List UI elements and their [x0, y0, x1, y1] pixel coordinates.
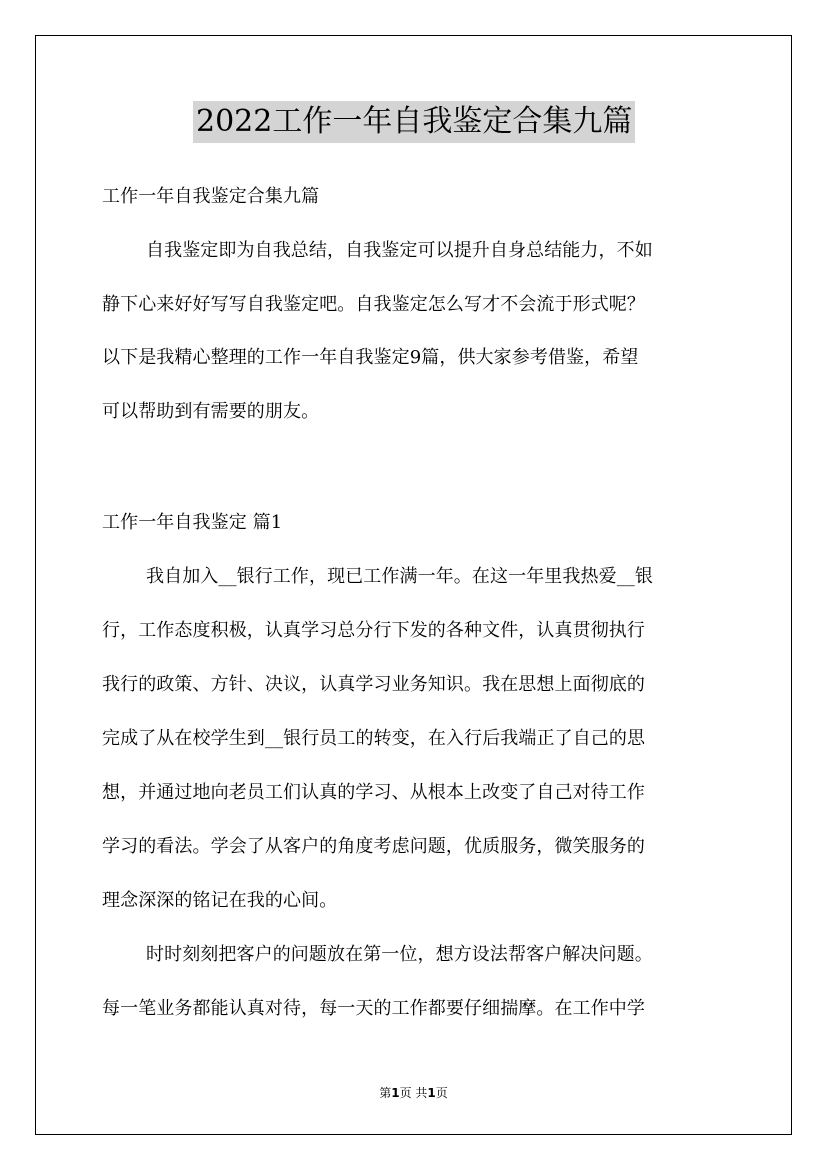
paragraph-line: 时时刻刻把客户的问题放在第一位，想方设法帮客户解决问题。	[146, 944, 653, 965]
document-subtitle: 工作一年自我鉴定合集九篇	[102, 186, 320, 207]
intro-line: 可以帮助到有需要的朋友。	[102, 401, 320, 422]
paragraph-line: 理念深深的铭记在我的心间。	[102, 890, 338, 911]
intro-line: 自我鉴定即为自我总结，自我鉴定可以提升自身总结能力，不如	[146, 240, 653, 261]
footer-prefix: 第	[379, 1086, 392, 1100]
paragraph-line: 行，工作态度积极，认真学习总分行下发的各种文件，认真贯彻执行	[102, 620, 645, 641]
paragraph-line: 每一笔业务都能认真对待，每一天的工作都要仔细揣摩。在工作中学	[102, 998, 645, 1019]
document-title: 2022工作一年自我鉴定合集九篇	[193, 101, 635, 143]
footer-total-pages: 1	[427, 1086, 436, 1100]
paragraph-line: 我自加入__银行工作，现已工作满一年。在这一年里我热爱__银	[146, 566, 653, 587]
footer-suffix: 页	[435, 1086, 448, 1100]
section-heading: 工作一年自我鉴定 篇1	[102, 512, 283, 533]
footer-mid: 页 共	[399, 1086, 428, 1100]
paragraph-line: 想，并通过地向老员工们认真的学习、从根本上改变了自己对待工作	[102, 782, 645, 803]
intro-line: 以下是我精心整理的工作一年自我鉴定9篇，供大家参考借鉴，希望	[102, 347, 639, 368]
paragraph-line: 完成了从在校学生到__银行员工的转变，在入行后我端正了自己的思	[102, 728, 646, 749]
page-footer	[0, 1084, 827, 1101]
paragraph-line: 学习的看法。学会了从客户的角度考虑问题，优质服务，微笑服务的	[102, 836, 645, 857]
intro-line: 静下心来好好写写自我鉴定吧。自我鉴定怎么写才不会流于形式呢？	[102, 294, 645, 315]
footer-page-number: 1	[391, 1086, 400, 1100]
paragraph-line: 我行的政策、方针、决议，认真学习业务知识。我在思想上面彻底的	[102, 674, 645, 695]
